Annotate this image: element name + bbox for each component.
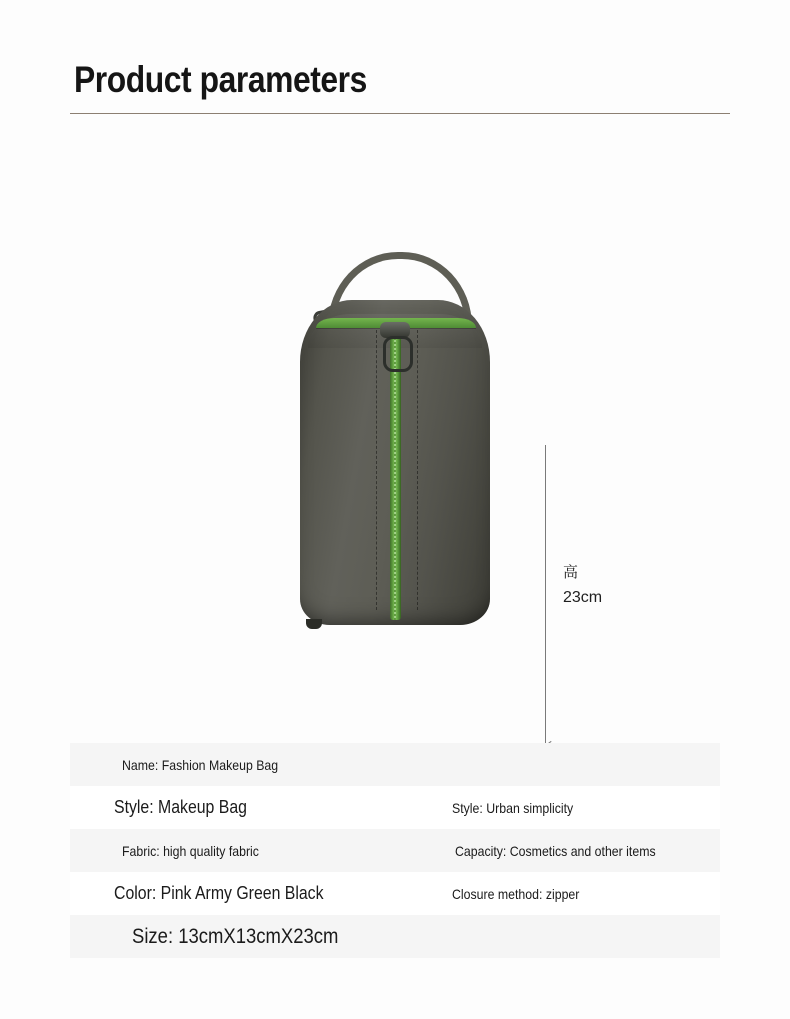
spec-cell-left: Size: 13cmX13cmX23cm <box>132 924 339 948</box>
table-row <box>70 872 720 915</box>
dimension-label-height <box>563 560 602 610</box>
bag-foot <box>306 619 322 629</box>
dimension-label-height-value: 23cm <box>563 589 603 606</box>
spec-cell-right: Capacity: Cosmetics and other items <box>455 842 656 859</box>
title-divider <box>70 113 730 114</box>
page-title: Product parameters <box>74 59 367 100</box>
dimension-line-height <box>545 445 546 745</box>
spec-cell-left: Color: Pink Army Green Black <box>114 883 324 903</box>
product-figure <box>0 125 790 725</box>
table-row <box>70 915 720 958</box>
spec-cell-left: Name: Fashion Makeup Bag <box>122 756 279 773</box>
spec-cell-right: Closure method: zipper <box>451 885 579 902</box>
product-image-bag <box>300 300 490 625</box>
table-row <box>70 743 720 786</box>
stitch-line-left <box>376 330 377 610</box>
table-row <box>70 829 720 872</box>
stitch-line-right <box>417 330 418 610</box>
dimension-label-height-cn: 高 <box>563 564 579 581</box>
page-header <box>0 0 790 125</box>
spec-cell-right: Style: Urban simplicity <box>451 799 573 816</box>
spec-cell-left: Style: Makeup Bag <box>114 797 247 817</box>
spec-table <box>70 743 720 958</box>
spec-cell-left: Fabric: high quality fabric <box>122 842 259 859</box>
table-row <box>70 786 720 829</box>
zipper-pull-icon <box>383 336 413 372</box>
